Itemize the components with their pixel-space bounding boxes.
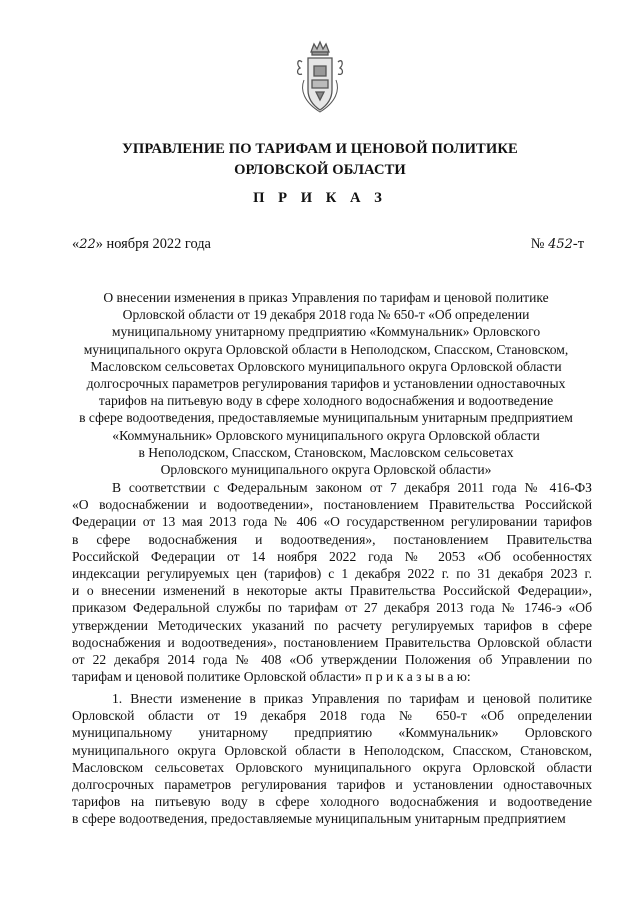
- text-line: Российской Федерации от 14 ноября 2022 года № 2053 «Об особенностях: [72, 548, 592, 564]
- text-line: В соответствии с Федеральным законом от 7 декабря 2011 года № 416-ФЗ: [112, 480, 592, 495]
- order-subject: [60, 289, 592, 478]
- subject-line: в Неполодском, Спасском, Становском, Масловском сельсоветах: [138, 444, 514, 460]
- text-line: водоснабжения и водоотведения», постановлением Правительства Орловской области: [72, 634, 592, 650]
- number-suffix: -т: [572, 236, 584, 252]
- text-line: в сфере водоотведения, предоставляемые муниципальным унитарным предприятием: [72, 811, 566, 827]
- date-day-handwritten: 22: [79, 237, 96, 252]
- text-line: и о внесении изменений в некоторые акты Правительства Российской Федерации»,: [72, 583, 592, 599]
- subject-line: О внесении изменения в приказ Управления по тарифам и ценовой политике: [103, 290, 549, 305]
- item-1-paragraph: [72, 690, 592, 828]
- text-line: муниципального округа Орловской области в Неполодском, Спасском, Становском,: [72, 742, 592, 758]
- order-date: [72, 236, 211, 253]
- subject-line: муниципальному унитарному предприятию «Коммунальник» Орловского: [111, 324, 541, 340]
- subject-line: муниципального округа Орловской области в Неполодском, Спасском, Становском,: [83, 341, 569, 357]
- text-line: утверждении Методических указаний по расчету регулируемых тарифов в сфере: [72, 617, 592, 633]
- subject-line: Орловского муниципального округа Орловской области»: [160, 462, 492, 478]
- date-suffix: » ноября 2022 года: [95, 236, 211, 252]
- text-line: долгосрочных параметров регулирования тарифов и установлении одноставочных: [72, 777, 592, 793]
- document-type: П Р И К А З: [253, 190, 387, 206]
- order-number: [531, 236, 584, 253]
- subject-line: Орловской области от 19 декабря 2018 года № 650-т «Об определении: [122, 307, 530, 323]
- organization-name-line-1: УПРАВЛЕНИЕ ПО ТАРИФАМ И ЦЕНОВОЙ ПОЛИТИКЕ: [122, 141, 518, 157]
- number-prefix: №: [530, 236, 549, 252]
- text-line: тарифов на питьевую воду в сфере холодного водоснабжения и водоотведение: [72, 794, 592, 810]
- text-line: Орловской области от 19 декабря 2018 года № 650-т «Об определении: [72, 708, 592, 724]
- text-line: приказом Федеральной службы по тарифам от 27 декабря 2013 года № 1746-э «Об: [72, 600, 592, 616]
- text-line: индексации регулируемых цен (тарифов) с 1 декабря 2022 г. по 31 декабря 2023 г.: [72, 566, 592, 582]
- organization-name-line-2: ОРЛОВСКОЙ ОБЛАСТИ: [234, 162, 406, 178]
- text-line: Масловском сельсоветах Орловского муниципального округа Орловской области: [72, 759, 592, 775]
- subject-line: в сфере водоотведения, предоставляемые муниципальным унитарным предприятием: [79, 410, 573, 426]
- text-line: Федерации от 13 мая 2013 года № 406 «О государственном регулировании тарифов: [72, 514, 592, 530]
- subject-line: тарифов на питьевую воду в сфере холодного водоснабжения и водоотведение: [98, 393, 554, 409]
- text-line: 1. Внести изменение в приказ Управления по тарифам и ценовой политике: [112, 691, 592, 706]
- subject-line: Масловском сельсоветах Орловского муниципального округа Орловской области: [90, 358, 562, 374]
- text-line: от 22 декабря 2014 года № 408 «Об утверждении Положения об Управлении по: [72, 652, 592, 668]
- subject-line: долгосрочных параметров регулирования тарифов и установлении одноставочных: [86, 376, 566, 392]
- text-line: «О водоснабжении и водоотведении», постановлением Правительства Российской: [72, 497, 592, 513]
- date-prefix: «: [72, 236, 80, 252]
- preamble-paragraph: [72, 479, 592, 685]
- text-line: тарифам и ценовой политике Орловской области» п р и к а з ы в а ю:: [72, 669, 471, 685]
- number-handwritten: 452: [548, 237, 573, 252]
- text-line: в сфере водоснабжения и водоотведения», постановлением Правительства: [72, 531, 592, 547]
- text-line: муниципальному унитарному предприятию «Коммунальник» Орловского: [72, 725, 592, 741]
- coat-of-arms-icon: [294, 40, 346, 116]
- subject-line: «Коммунальник» Орловского муниципального округа Орловской области: [112, 427, 540, 443]
